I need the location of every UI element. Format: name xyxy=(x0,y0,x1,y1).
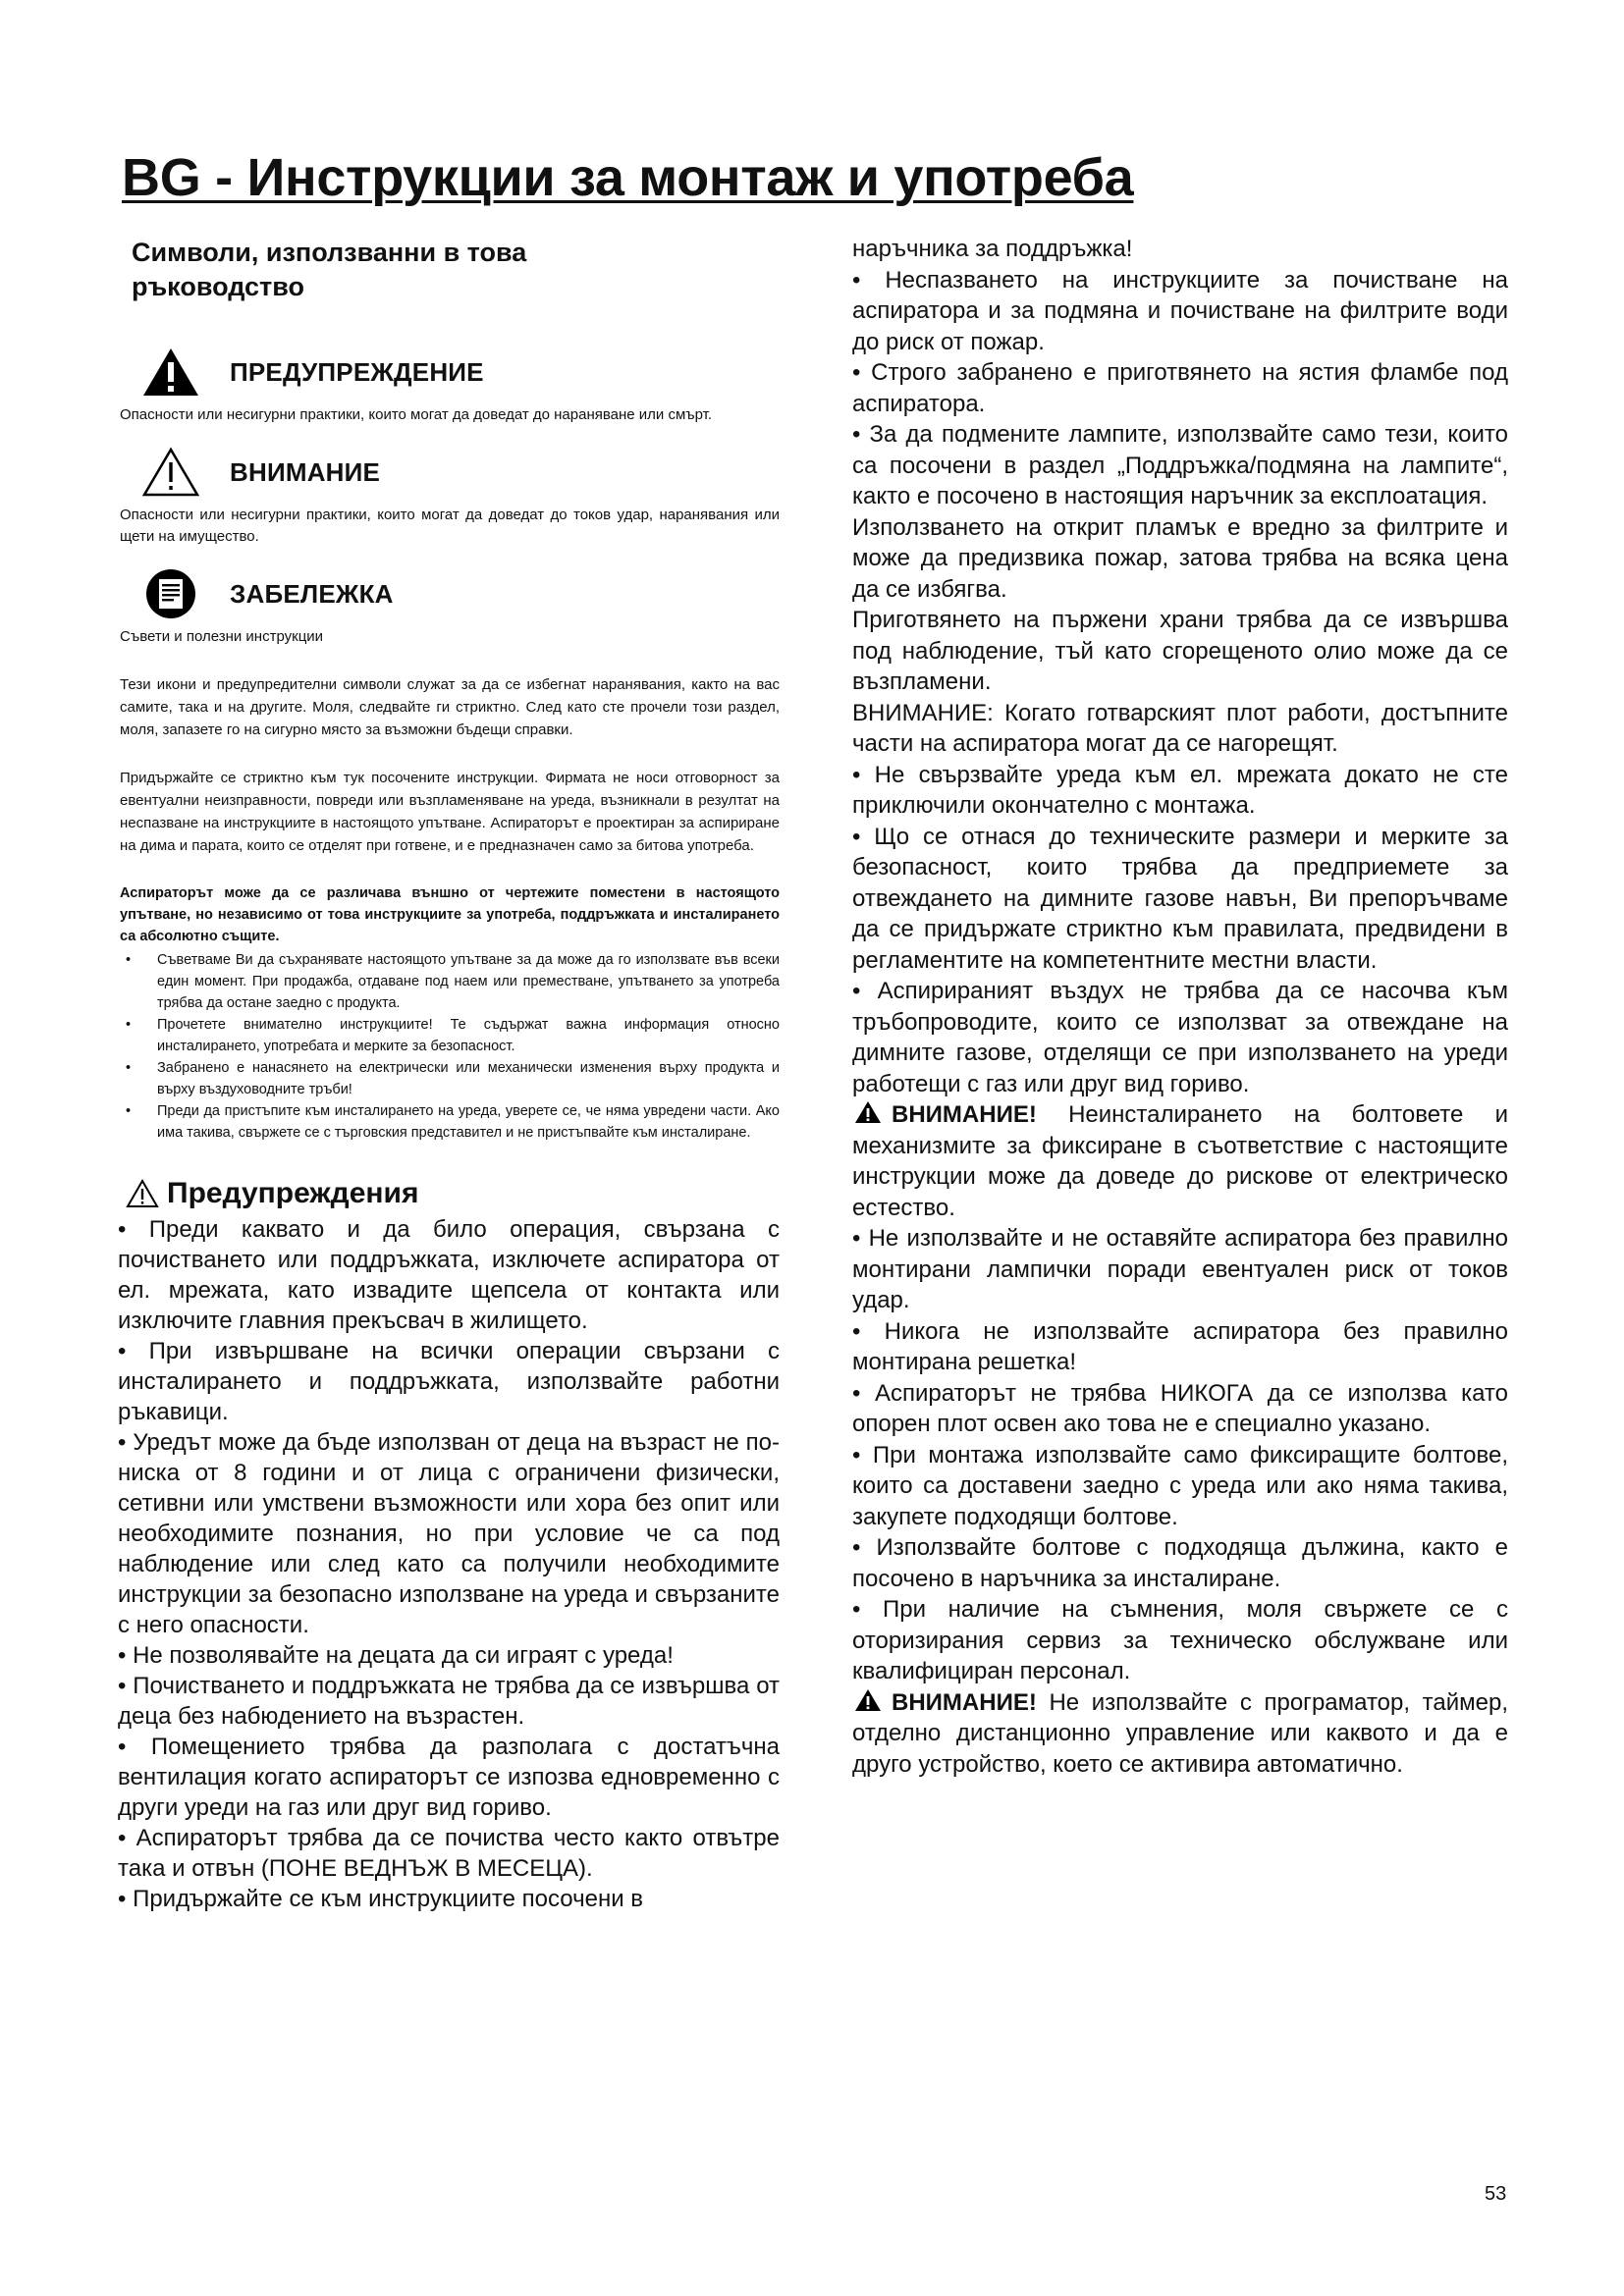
warning-paragraph: • Придържайте се към инструкциите посочени в xyxy=(118,1886,644,1912)
symbol-title-note: ЗАБЕЛЕЖКА xyxy=(230,578,394,609)
note-document-icon xyxy=(141,568,200,619)
instruction-paragraph: • Аспирираният въздух не трябва да се насочва към тръбопроводите, които се използват за отвеждане на димните газове, отделящи се при използването на уреди работещи с газ или друг вид гориво. xyxy=(852,978,1508,1097)
warning-label: ВНИМАНИЕ! xyxy=(892,1101,1037,1128)
icons-paragraph: Тези икони и предупредителни символи служат за да се избегнат наранявания, както на вас самите, така и на другите. Моля, следвайте ги стриктно. След като сте прочели този раздел, моля, запазете го на сигурно място за възможни бъдещи справки. xyxy=(120,676,780,738)
responsibility-paragraph: Придържайте се стриктно към тук посочените инструкции. Фирмата не носи отговорност за евентуални неизправности, повреди или възпламеняване на уреда, възникнали в резултат на неспазване на инструкциите в настоящото упътване. Аспираторът е проектиран за аспириране на дима и парата, които се отделят при готвене, и е предназначен само за битова употреба. xyxy=(120,770,780,854)
symbol-text-note: Съвети и полезни инструкции xyxy=(120,628,324,645)
warnings-heading-text: Предупреждения xyxy=(167,1177,419,1209)
warning-paragraph: • Почистването и поддръжката не трябва да се извършва от деца без набюдението на възрастен. xyxy=(118,1673,780,1730)
symbol-title-caution: ВНИМАНИЕ xyxy=(230,456,381,487)
symbol-note xyxy=(118,567,780,648)
warning-triangle-filled-icon xyxy=(854,1688,882,1712)
warning-paragraph: • Преди каквато и да било операция, свързана с почистването или поддръжката, изключете аспиратора от ел. мрежата, като извадите щепсела от контакта или изключите главния прекъсвач в жилището. xyxy=(118,1216,780,1334)
instruction-paragraph: • Що се отнася до техническите размери и мерките за безопасност, които трябва да предприемете за отвеждането на димните газове навън, Ви препоръчваме да се придържате стриктно към правилата, предвидени в регламентите на компетентните местни власти. xyxy=(852,823,1508,974)
warning-triangle-filled-icon xyxy=(854,1100,882,1124)
warning-label: ВНИМАНИЕ! xyxy=(892,1688,1037,1716)
small-bullet-list xyxy=(118,949,780,1144)
warning-triangle-filled-icon xyxy=(141,347,200,398)
instruction-paragraph: • Използвайте болтове с подходяща дължина, както е посочено в наръчника за инсталиране. xyxy=(852,1534,1508,1592)
page-number: 53 xyxy=(1485,2183,1507,2205)
list-item: • Преди да пристъпите към инсталирането на уреда, уверете се, че няма увредени части. Ако има такива, свържете се с търговския представител и не пристъпвайте към инсталиране. xyxy=(118,1100,780,1144)
instruction-paragraph: • За да подмените лампите, използвайте само тези, които са посочени в раздел „Поддръжка/подмяна на лампите“, както е посочено в настоящия наръчник за експлоатация. xyxy=(852,421,1508,509)
warning-paragraph: • Аспираторът трябва да се почиства често както отвътре така и отвън (ПОНЕ ВЕДНЪЖ В МЕСЕЦА). xyxy=(118,1825,780,1882)
instruction-paragraph: • Аспираторът не трябва НИКОГА да се използва като опорен плот освен ако това не е специално указано. xyxy=(852,1379,1508,1437)
left-column xyxy=(118,236,780,1914)
caution-triangle-outline-icon xyxy=(126,1179,159,1208)
list-item: • Съветваме Ви да съхранявате настоящото упътване за да може да го използвате във всеки един момент. При продажба, отдаване под наем или преместване, упътването за употреба трябва да остане заедно с продукта. xyxy=(118,949,780,1014)
warning-text: Неинсталирането на болтовете и механизмите за фиксиране в съответствие с настоящите инструкции може да доведе до рискове от електрическо естество. xyxy=(852,1101,1508,1221)
instruction-paragraph: • Не свързвайте уреда към ел. мрежата докато не сте приключили окончателно с монтажа. xyxy=(852,761,1508,819)
caution-triangle-outline-icon xyxy=(141,447,200,498)
warning-timer-paragraph xyxy=(852,1687,1508,1781)
bold-notice: Аспираторът може да се различава външно от чертежите поместени в настоящото упътване, но независимо от това инструкциите за употреба, поддръжката и инсталирането са абсолютно същите. xyxy=(120,885,780,944)
page-title: BG - Инструкции за монтаж и употреба xyxy=(122,148,1134,207)
warning-paragraph: • Помещението трябва да разполага с достатъчна вентилация когато аспираторът се изпозва едновременно с други уреди на газ или друг вид гориво. xyxy=(118,1734,780,1821)
symbol-text-warning: Опасности или несигурни практики, които могат да доведат до нараняване или смърт. xyxy=(120,406,713,423)
instruction-paragraph: • Никога не използвайте аспиратора без правилно монтирана решетка! xyxy=(852,1317,1508,1375)
instruction-paragraph: • Не използвайте и не оставяйте аспиратора без правилно монтирани лампички поради евентуален риск от токов удар. xyxy=(852,1225,1508,1313)
list-item: • Забранено е нанасянето на електрически или механически изменения върху продукта и върху въздуховодните тръби! xyxy=(118,1057,780,1100)
right-column xyxy=(852,234,1508,1780)
instruction-paragraph: наръчника за поддръжка! xyxy=(852,236,1133,262)
symbols-subtitle: Символи, използванни в това ръководство xyxy=(132,238,527,301)
instruction-paragraph: ВНИМАНИЕ: Когато готварският плот работи, достъпните части на аспиратора могат да се нагорещят. xyxy=(852,699,1508,757)
instruction-paragraph: • Неспазването на инструкциите за почистване на аспиратора и за подмяна и почистване на филтрите води до риск от пожар. xyxy=(852,266,1508,355)
list-item: • Прочетете внимателно инструкциите! Те съдържат важна информация относно инсталирането, употребата и мерките за безопасност. xyxy=(118,1014,780,1057)
instruction-paragraph: • При наличие на съмнения, моля свържете се с оторизирания сервиз за техническо обслужване или квалифициран персонал. xyxy=(852,1596,1508,1684)
instruction-paragraph: • При монтажа използвайте само фиксиращите болтове, които са доставени заедно с уреда или ако няма такива, закупете подходящи болтове. xyxy=(852,1441,1508,1530)
symbol-title-warning: ПРЕДУПРЕЖДЕНИЕ xyxy=(230,356,484,387)
warning-text: Не използвайте с програматор, таймер, отделно дистанционно управление или каквото и да е друго устройство, което се активира автоматично. xyxy=(852,1688,1508,1778)
warning-paragraph: • Не позволявайте на децата да си играят с уреда! xyxy=(118,1642,674,1669)
warning-paragraph: • При извършване на всички операции свързани с инсталирането и поддръжката, използвайте работни ръкавици. xyxy=(118,1338,780,1425)
symbol-text-caution: Опасности или несигурни практики, които могат да доведат до токов удар, наранявания или щети на имущество. xyxy=(120,507,780,545)
warning-paragraph: • Уредът може да бъде използван от деца на възраст не по-ниска от 8 години и от лица с ограничени физически, сетивни или умствени възможности или хора без опит или необходимите познания, но при условие че са под наблюдение или след като са получили необходимите инструкции за безопасно използване на уреда и свързаните с него опасности. xyxy=(118,1429,780,1638)
instruction-paragraph: Приготвянето на пържени храни трябва да се извършва под наблюдение, тъй като сгорещеното олио може да се възпламени. xyxy=(852,607,1508,695)
instruction-paragraph: • Строго забранено е приготвянето на ястия фламбе под аспиратора. xyxy=(852,359,1508,417)
warning-bolts-paragraph xyxy=(852,1099,1508,1223)
symbol-caution xyxy=(118,446,780,548)
warnings-heading xyxy=(126,1177,780,1210)
symbol-warning xyxy=(118,346,780,426)
instruction-paragraph: Използването на открит пламък е вредно за филтрите и може да предизвика пожар, затова трябва на всяка цена да се избягва. xyxy=(852,513,1508,603)
